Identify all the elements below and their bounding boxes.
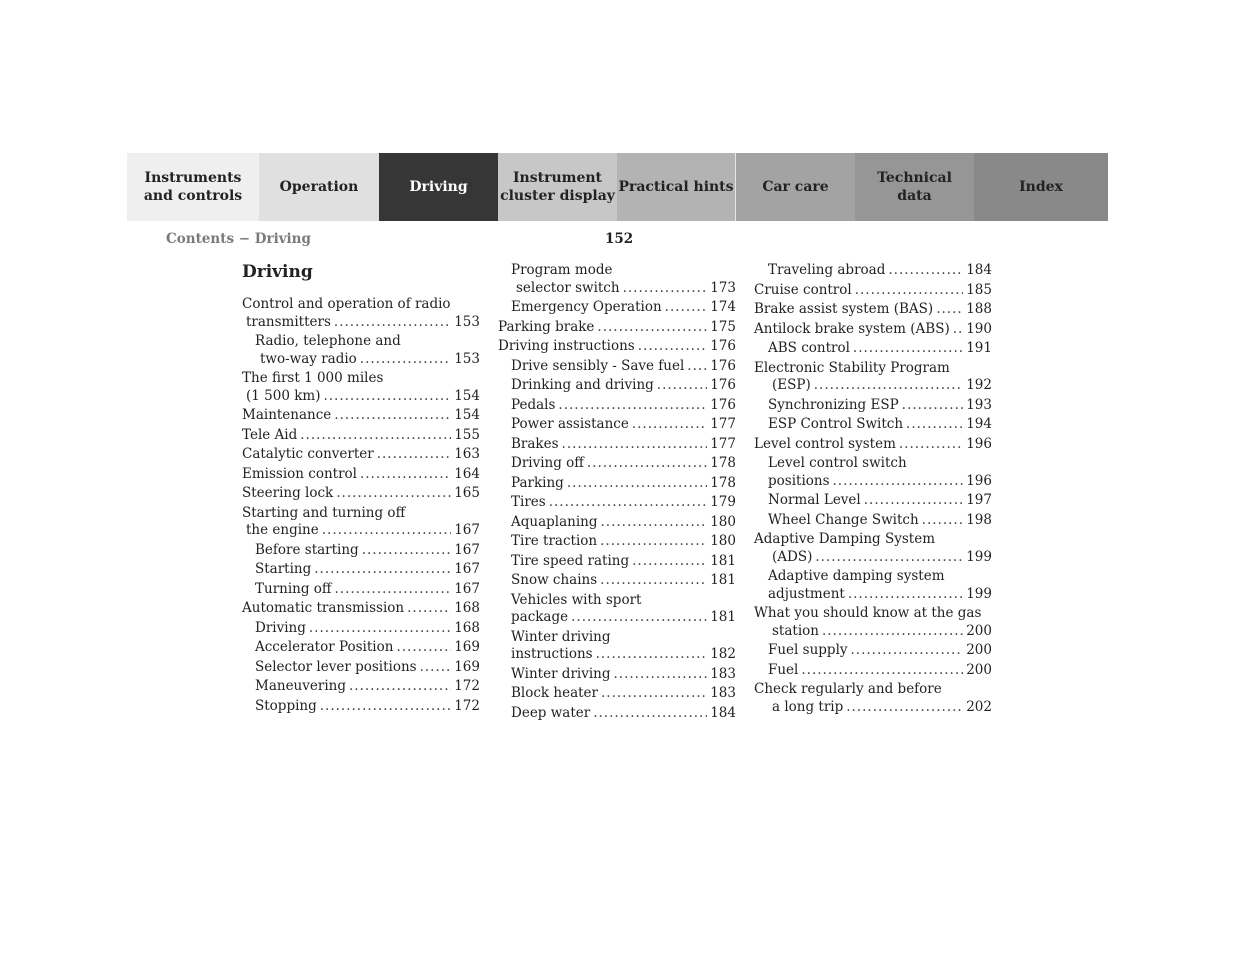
- dot-leader: [335, 581, 452, 599]
- toc-entry[interactable]: [242, 427, 480, 445]
- toc-page-number: 194: [966, 416, 992, 432]
- toc-entry[interactable]: [498, 705, 736, 723]
- toc-entry-text: Level control system: [754, 435, 896, 452]
- page-title: Driving: [242, 262, 313, 282]
- toc-entry-text: Tires: [511, 494, 546, 510]
- dot-leader: [600, 533, 707, 551]
- toc-entry-text: Stopping: [255, 697, 317, 714]
- dot-leader: [596, 646, 708, 664]
- dot-leader: [334, 407, 451, 425]
- toc-entry-text: Winter driving: [511, 628, 611, 645]
- toc-page-number: 196: [966, 472, 992, 489]
- dot-leader: [601, 514, 708, 532]
- toc-page-number: 176: [710, 377, 736, 393]
- toc-page-number: 181: [710, 552, 736, 569]
- toc-page-number: 174: [710, 299, 736, 315]
- dot-leader: [362, 542, 452, 560]
- dot-leader: [597, 319, 707, 337]
- toc-page-number: 180: [710, 533, 736, 549]
- dot-leader: [814, 377, 963, 395]
- toc-entry-text: Wheel Change Switch: [768, 511, 919, 528]
- dot-leader: [638, 338, 707, 356]
- toc-entry-text: instructions: [511, 646, 593, 662]
- toc-column-2: [498, 262, 736, 724]
- toc-entry[interactable]: [754, 416, 992, 434]
- toc-entry-text: Drinking and driving: [511, 377, 654, 393]
- toc-entry[interactable]: [498, 319, 736, 337]
- toc-entry-text: Aquaplaning: [511, 513, 598, 530]
- toc-entry[interactable]: [242, 370, 480, 405]
- toc-page-number: 198: [966, 511, 992, 528]
- toc-page-number: 153: [454, 350, 480, 367]
- toc-entry-text: Snow chains: [511, 572, 598, 588]
- toc-entry[interactable]: [242, 639, 480, 657]
- toc-entry[interactable]: [754, 605, 992, 640]
- toc-entry[interactable]: [242, 407, 480, 425]
- toc-page-number: 183: [710, 685, 736, 701]
- dot-leader: [320, 698, 451, 716]
- toc-page-number: 167: [454, 580, 480, 597]
- toc-page-number: 179: [710, 494, 736, 510]
- dot-leader: [657, 377, 707, 395]
- toc-entry-text: ABS control: [768, 340, 850, 356]
- toc-entry-text: Steering lock: [242, 485, 334, 501]
- toc-entry[interactable]: [498, 338, 736, 356]
- toc-entry-text: Pedals: [511, 396, 556, 413]
- dot-leader: [801, 662, 963, 680]
- toc-entry-text: Vehicles with sport: [511, 591, 642, 608]
- toc-entry[interactable]: [754, 568, 992, 603]
- dot-leader: [377, 446, 452, 464]
- toc-entry[interactable]: [498, 397, 736, 415]
- toc-entry-text: two-way radio: [260, 350, 357, 367]
- toc-page-number: 182: [710, 646, 736, 662]
- toc-entry-text: Brakes: [511, 435, 559, 452]
- toc-page-number: 200: [966, 661, 992, 678]
- toc-entry-text: Accelerator Position: [255, 639, 394, 655]
- toc-entry-text: Power assistance: [511, 416, 629, 432]
- dot-leader: [407, 600, 451, 618]
- toc-entry-text: Fuel supply: [768, 642, 848, 658]
- toc-entry[interactable]: [754, 321, 992, 339]
- toc-page-number: 175: [710, 318, 736, 335]
- toc-entry-text: a long trip: [772, 698, 844, 715]
- tab-practical-hints[interactable]: Practical hints: [617, 153, 736, 221]
- toc-page-number: 154: [454, 387, 480, 404]
- toc-entry-text: positions: [768, 472, 830, 489]
- tab-instruments-and-controls[interactable]: Instruments and controls: [127, 153, 259, 221]
- toc-entry[interactable]: [242, 466, 480, 484]
- toc-page-number: 199: [966, 548, 992, 565]
- toc-entry[interactable]: [242, 446, 480, 464]
- toc-page-number: 177: [710, 435, 736, 452]
- toc-entry-text: Automatic transmission: [242, 600, 405, 616]
- toc-entry[interactable]: [498, 592, 736, 627]
- toc-page-number: 191: [966, 340, 992, 356]
- dot-leader: [855, 282, 964, 300]
- toc-entry-text: Brake assist system (BAS): [754, 301, 934, 317]
- toc-column-1: [242, 296, 480, 717]
- toc-entry-text: Starting and turning off: [242, 504, 406, 521]
- toc-entry-text: Winter driving: [511, 665, 611, 682]
- toc-entry-text: Parking: [511, 474, 564, 491]
- dot-leader: [323, 388, 451, 406]
- toc-page-number: 153: [454, 313, 480, 330]
- toc-entry-text: Selector lever positions: [255, 658, 417, 675]
- dot-leader: [846, 699, 963, 717]
- toc-entry[interactable]: [242, 581, 480, 599]
- toc-entry-text: Normal Level: [768, 492, 861, 508]
- toc-entry[interactable]: [498, 494, 736, 512]
- toc-entry-text: Starting: [255, 561, 312, 577]
- toc-page-number: 184: [710, 704, 736, 721]
- toc-entry[interactable]: [498, 553, 736, 571]
- running-header: Contents − Driving: [166, 231, 311, 247]
- dot-leader: [848, 586, 963, 604]
- dot-leader: [587, 455, 707, 473]
- toc-entry[interactable]: [498, 436, 736, 454]
- dot-leader: [601, 685, 707, 703]
- toc-entry[interactable]: [498, 629, 736, 664]
- toc-entry-text: Deep water: [511, 704, 591, 721]
- toc-entry-text: Before starting: [255, 541, 359, 558]
- dot-leader: [614, 666, 708, 684]
- toc-page-number: 177: [710, 416, 736, 432]
- toc-page-number: 173: [710, 279, 736, 296]
- dot-leader: [567, 475, 707, 493]
- dot-leader: [571, 609, 707, 627]
- toc-entry[interactable]: [754, 262, 992, 280]
- dot-leader: [593, 705, 707, 723]
- tab-index[interactable]: Index: [974, 153, 1108, 221]
- toc-page-number: 154: [454, 407, 480, 423]
- toc-page-number: 155: [454, 426, 480, 443]
- toc-entry-text: Tire traction: [511, 533, 598, 549]
- dot-leader: [922, 512, 964, 530]
- toc-entry-text: (1 500 km): [246, 387, 321, 404]
- toc-entry[interactable]: [498, 666, 736, 684]
- toc-entry[interactable]: [754, 662, 992, 680]
- toc-entry-text: Block heater: [511, 685, 598, 701]
- dot-leader: [953, 321, 964, 339]
- toc-entry[interactable]: [498, 572, 736, 590]
- tab-car-care[interactable]: Car care: [736, 153, 855, 221]
- toc-page-number: 167: [454, 541, 480, 558]
- toc-entry-text: Tire speed rating: [511, 552, 630, 569]
- dot-leader: [349, 678, 451, 696]
- dot-leader: [334, 314, 451, 332]
- dot-leader: [549, 494, 708, 512]
- toc-page-number: 169: [454, 639, 480, 655]
- dot-leader: [600, 572, 707, 590]
- toc-entry-text: (ESP): [772, 377, 811, 393]
- toc-page-number: 176: [710, 357, 736, 374]
- dot-leader: [562, 436, 708, 454]
- dot-leader: [396, 639, 451, 657]
- tab-operation[interactable]: Operation: [259, 153, 379, 221]
- toc-entry-text: The first 1 000 miles: [242, 370, 384, 386]
- toc-entry[interactable]: [754, 340, 992, 358]
- toc-page-number: 167: [454, 561, 480, 577]
- toc-page-number: 183: [710, 665, 736, 682]
- toc-page-number: 178: [710, 455, 736, 471]
- toc-entry-text: Emission control: [242, 465, 357, 482]
- toc-entry[interactable]: [242, 620, 480, 638]
- toc-entry[interactable]: [242, 659, 480, 677]
- toc-entry-text: Driving instructions: [498, 338, 635, 354]
- toc-entry[interactable]: [754, 531, 992, 566]
- toc-entry-text: Check regularly and before: [754, 681, 942, 697]
- toc-page-number: 197: [966, 492, 992, 508]
- toc-entry[interactable]: [754, 512, 992, 530]
- dot-leader: [864, 492, 963, 510]
- toc-entry[interactable]: [754, 455, 992, 490]
- toc-entry-text: Catalytic converter: [242, 446, 374, 462]
- toc-entry-text: Control and operation of radio: [242, 296, 451, 312]
- dot-leader: [558, 397, 707, 415]
- toc-entry[interactable]: [754, 642, 992, 660]
- dot-leader: [888, 262, 963, 280]
- toc-entry-text: Electronic Stability Program: [754, 359, 950, 376]
- toc-entry[interactable]: [242, 698, 480, 716]
- toc-page-number: 172: [454, 697, 480, 714]
- toc-entry-text: transmitters: [246, 313, 331, 330]
- toc-entry[interactable]: [754, 301, 992, 319]
- toc-entry-text: Traveling abroad: [768, 262, 886, 278]
- toc-entry-text: Radio, telephone and: [255, 333, 401, 349]
- toc-page-number: 192: [966, 377, 992, 393]
- toc-entry[interactable]: [754, 282, 992, 300]
- toc-entry[interactable]: [498, 533, 736, 551]
- toc-entry-text: Emergency Operation: [511, 299, 662, 315]
- toc-entry[interactable]: [498, 377, 736, 395]
- toc-entry-text: Tele Aid: [242, 426, 298, 443]
- toc-entry[interactable]: [754, 397, 992, 415]
- toc-page-number: 200: [966, 642, 992, 658]
- toc-entry-text: station: [772, 622, 819, 639]
- toc-entry-text: ESP Control Switch: [768, 416, 904, 432]
- toc-entry[interactable]: [754, 492, 992, 510]
- tab-instrument-cluster-display[interactable]: Instrument cluster display: [498, 153, 617, 221]
- dot-leader: [632, 553, 707, 571]
- toc-entry-text: Turning off: [255, 580, 332, 597]
- toc-entry-text: Maintenance: [242, 407, 332, 423]
- toc-entry[interactable]: [242, 561, 480, 579]
- dot-leader: [899, 436, 963, 454]
- dot-leader: [336, 485, 451, 503]
- dot-leader: [309, 620, 451, 638]
- toc-entry[interactable]: [498, 299, 736, 317]
- dot-leader: [632, 416, 707, 434]
- tab-technical-data[interactable]: Technical data: [855, 153, 974, 221]
- toc-page-number: 176: [710, 396, 736, 413]
- toc-column-3: [754, 262, 992, 718]
- toc-entry[interactable]: [498, 455, 736, 473]
- toc-entry[interactable]: [754, 681, 992, 716]
- toc-page-number: 181: [710, 609, 736, 625]
- toc-entry[interactable]: [242, 600, 480, 618]
- dot-leader: [906, 416, 963, 434]
- toc-page-number: 168: [454, 619, 480, 636]
- dot-leader: [360, 466, 451, 484]
- toc-entry-text: Fuel: [768, 661, 799, 678]
- toc-entry[interactable]: [754, 436, 992, 454]
- toc-entry-text: Antilock brake system (ABS): [754, 320, 950, 337]
- toc-entry-text: the engine: [246, 522, 319, 538]
- toc-entry[interactable]: [242, 485, 480, 503]
- toc-entry[interactable]: [498, 416, 736, 434]
- dot-leader: [936, 301, 963, 319]
- toc-page-number: 163: [454, 446, 480, 462]
- toc-page-number: 199: [966, 585, 992, 602]
- toc-entry-text: Adaptive damping system: [768, 568, 945, 584]
- dot-leader: [623, 280, 708, 298]
- toc-page-number: 196: [966, 435, 992, 452]
- toc-entry[interactable]: [498, 358, 736, 376]
- dot-leader: [833, 473, 964, 491]
- toc-page-number: 181: [710, 572, 736, 588]
- page-number: 152: [605, 231, 634, 247]
- toc-entry-text: What you should know at the gas: [754, 605, 982, 621]
- toc-page-number: 180: [710, 513, 736, 530]
- dot-leader: [665, 299, 708, 317]
- toc-entry[interactable]: [754, 360, 992, 395]
- toc-entry-text: Maneuvering: [255, 678, 346, 694]
- tab-driving[interactable]: Driving: [379, 153, 498, 221]
- toc-entry[interactable]: [498, 685, 736, 703]
- dot-leader: [300, 427, 451, 445]
- toc-page-number: 165: [454, 485, 480, 501]
- toc-page-number: 176: [710, 338, 736, 354]
- toc-entry-text: Synchronizing ESP: [768, 396, 899, 413]
- dot-leader: [851, 642, 964, 660]
- toc-entry-text: Driving off: [511, 455, 584, 471]
- dot-leader: [853, 340, 963, 358]
- toc-entry-text: adjustment: [768, 585, 845, 602]
- toc-entry[interactable]: [498, 514, 736, 532]
- dot-leader: [687, 358, 707, 376]
- toc-entry-text: package: [511, 609, 569, 625]
- toc-entry-text: Driving: [255, 619, 306, 636]
- toc-page-number: 167: [454, 522, 480, 538]
- toc-page-number: 193: [966, 396, 992, 413]
- toc-page-number: 202: [966, 698, 992, 715]
- toc-page-number: 200: [966, 622, 992, 639]
- toc-entry-text: selector switch: [516, 279, 620, 296]
- toc-entry-text: Parking brake: [498, 318, 595, 335]
- toc-page-number: 169: [454, 658, 480, 675]
- toc-entry[interactable]: [242, 333, 480, 368]
- toc-entry-text: Level control switch: [768, 455, 907, 471]
- toc-page-number: 185: [966, 281, 992, 298]
- toc-page-number: 164: [454, 465, 480, 482]
- toc-entry-text: Cruise control: [754, 281, 852, 298]
- toc-page-number: 168: [454, 600, 480, 616]
- toc-entry-text: Drive sensibly - Save fuel: [511, 357, 685, 374]
- toc-entry-text: Program mode: [511, 262, 613, 278]
- dot-leader: [822, 623, 963, 641]
- dot-leader: [902, 397, 964, 415]
- toc-page-number: 178: [710, 474, 736, 491]
- toc-entry[interactable]: [498, 262, 736, 297]
- toc-page-number: 190: [966, 320, 992, 337]
- section-tabs: [127, 153, 1108, 221]
- dot-leader: [360, 351, 451, 369]
- toc-page-number: 188: [966, 301, 992, 317]
- toc-entry[interactable]: [242, 678, 480, 696]
- toc-entry-text: Adaptive Damping System: [754, 531, 936, 547]
- dot-leader: [314, 561, 451, 579]
- dot-leader: [815, 549, 963, 567]
- toc-entry-text: (ADS): [772, 548, 813, 565]
- dot-leader: [420, 659, 452, 677]
- toc-page-number: 184: [966, 262, 992, 278]
- toc-page-number: 172: [454, 678, 480, 694]
- toc-entry[interactable]: [242, 296, 480, 331]
- toc-entry[interactable]: [242, 542, 480, 560]
- toc-entry[interactable]: [498, 475, 736, 493]
- toc-entry[interactable]: [242, 505, 480, 540]
- dot-leader: [322, 522, 451, 540]
